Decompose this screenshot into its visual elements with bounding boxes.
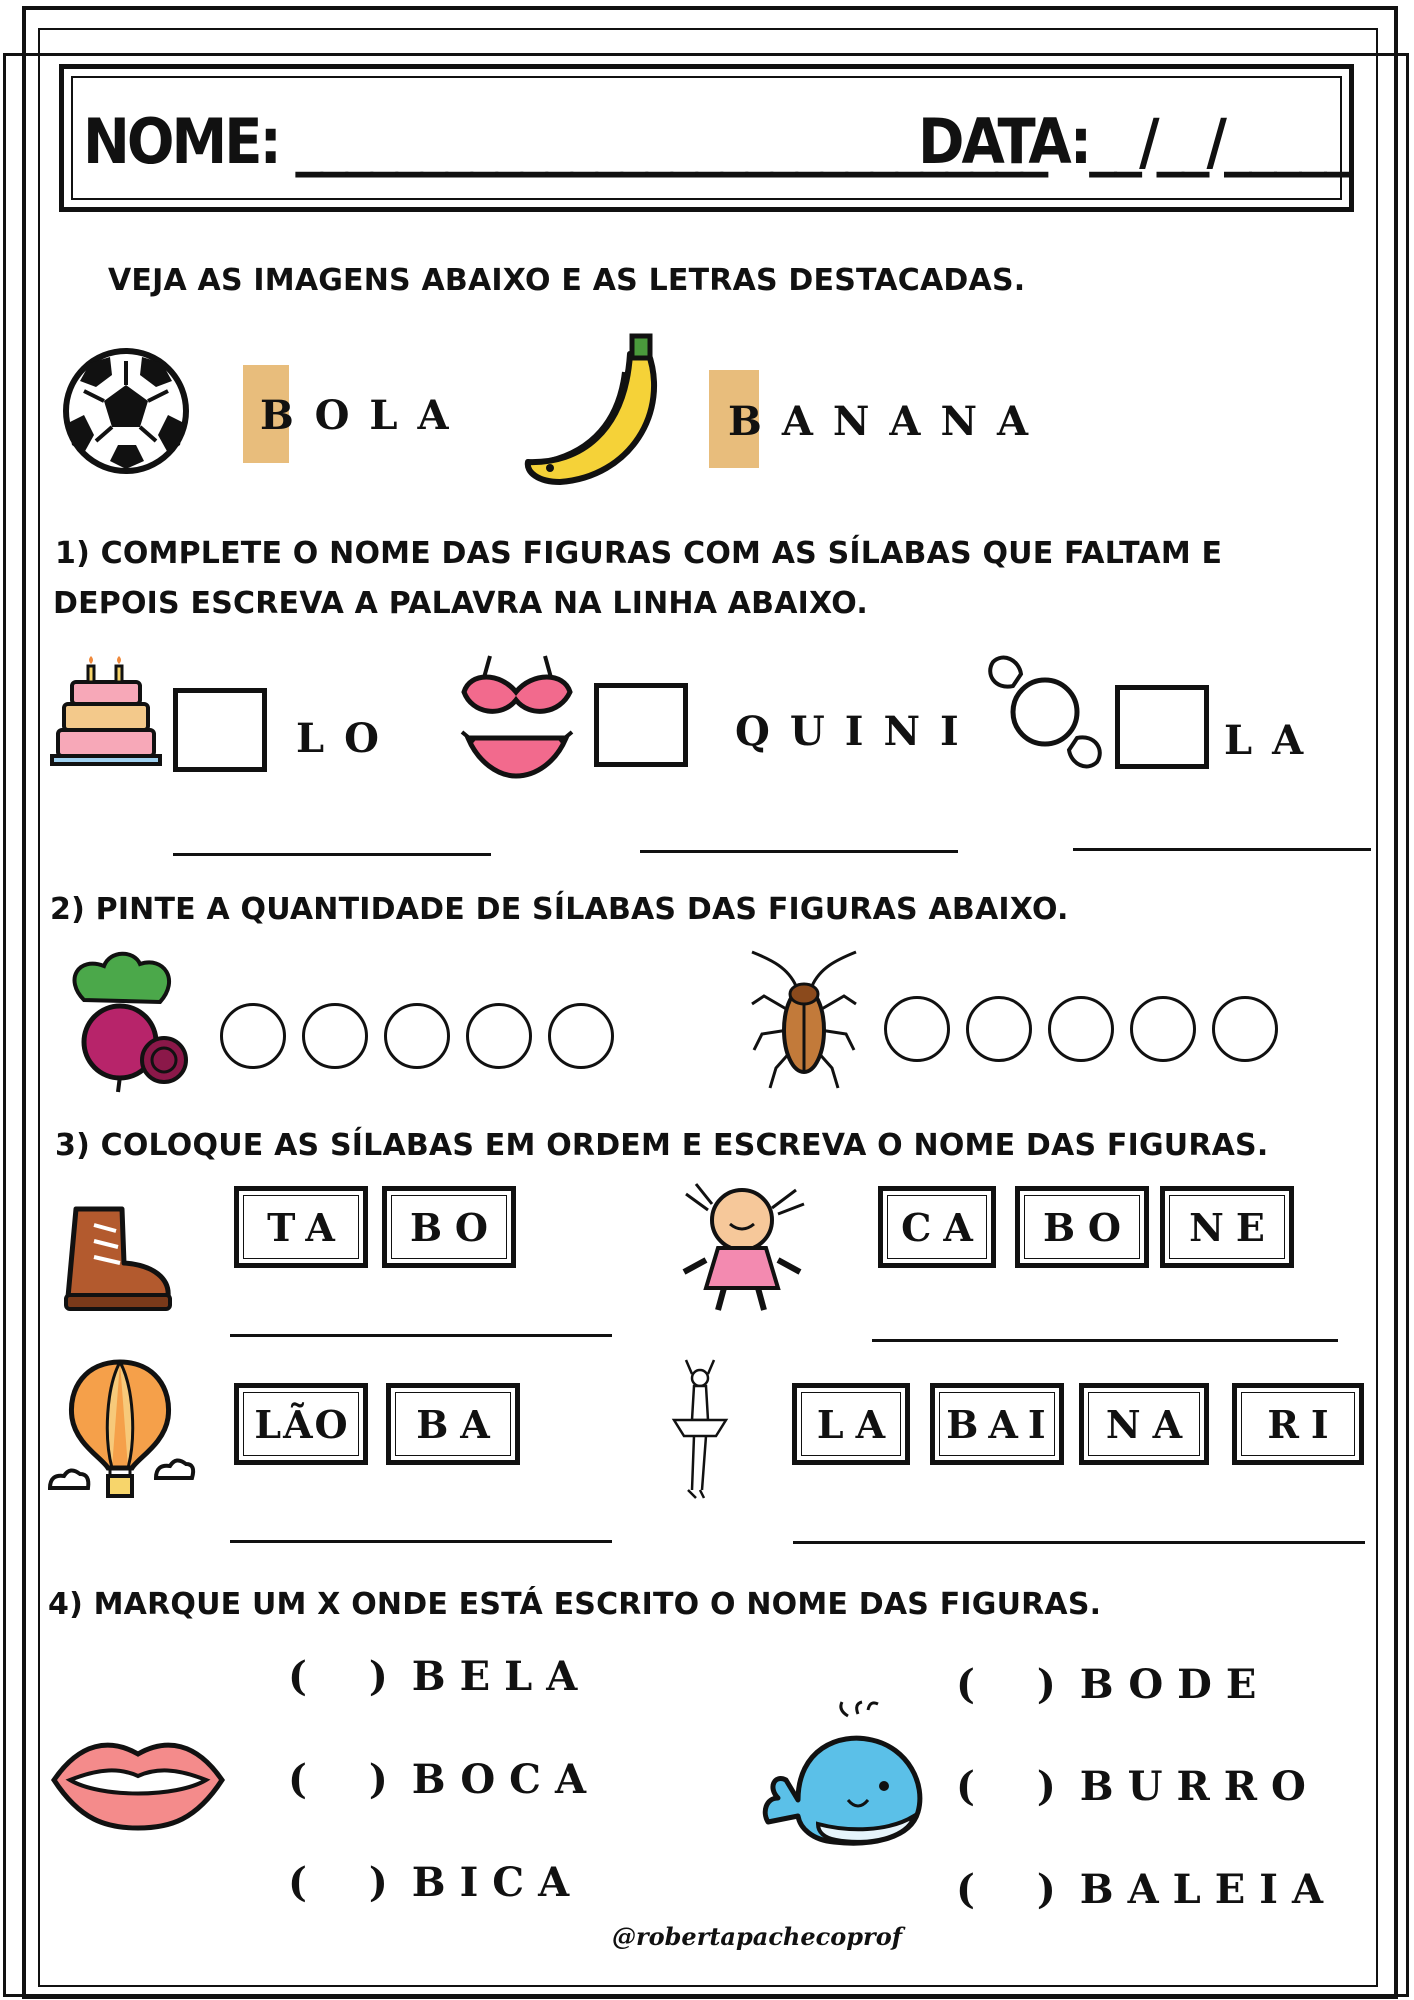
boot-icon (64, 1205, 174, 1315)
answer-line-boot[interactable] (230, 1334, 612, 1337)
beet-icon (64, 950, 194, 1095)
soccer-ball-icon (60, 345, 192, 477)
syllable-circle[interactable] (466, 1003, 532, 1069)
q3-instruction: 3) COLOQUE AS SÍLABAS EM ORDEM E ESCREVA O NOME DAS FIGURAS. (55, 1128, 1269, 1163)
syllable-tile: LA (792, 1383, 910, 1465)
answer-line-1[interactable] (173, 853, 491, 856)
syllable-circle[interactable] (548, 1003, 614, 1069)
syllable-tile: LÃO (234, 1383, 368, 1465)
syllable-circle[interactable] (966, 996, 1032, 1062)
option-bica[interactable]: ( )BICA (288, 1859, 584, 1906)
q2-instruction: 2) PINTE A QUANTIDADE DE SÍLABAS DAS FIGURAS ABAIXO. (50, 892, 1069, 927)
word-banana: BANANA (728, 398, 1049, 445)
syllable-tile: NE (1160, 1186, 1294, 1268)
syllable-tile: BO (1015, 1186, 1149, 1268)
suffix-1: LO (296, 715, 399, 762)
bikini-icon (460, 652, 575, 780)
banana-icon (520, 332, 670, 488)
syllable-box-1[interactable] (173, 688, 267, 772)
syllable-tile: CA (878, 1186, 996, 1268)
word-bola: BOLA (260, 392, 469, 439)
syllable-box-3[interactable] (1115, 685, 1209, 769)
ballerina-icon (670, 1356, 730, 1500)
syllable-tile: RI (1232, 1383, 1364, 1465)
syllable-box-2[interactable] (594, 683, 688, 767)
option-baleia[interactable]: ( )BALEIA (956, 1866, 1337, 1913)
doll-icon (678, 1180, 812, 1314)
syllable-circle[interactable] (384, 1003, 450, 1069)
option-bela[interactable]: ( )BELA (288, 1653, 592, 1700)
syllable-tile: BAI (930, 1383, 1064, 1465)
whale-icon (758, 1700, 930, 1850)
q4-instruction: 4) MARQUE UM X ONDE ESTÁ ESCRITO O NOME DAS FIGURAS. (48, 1587, 1102, 1622)
q1-instruction-line2: DEPOIS ESCREVA A PALAVRA NA LINHA ABAIXO. (53, 586, 868, 621)
option-bode[interactable]: ( )BODE (956, 1661, 1271, 1708)
answer-line-2[interactable] (640, 850, 958, 853)
lips-icon (50, 1734, 226, 1830)
syllable-circle[interactable] (884, 996, 950, 1062)
syllable-circle[interactable] (220, 1003, 286, 1069)
syllable-tile: TA (234, 1186, 368, 1268)
hot-air-balloon-icon (46, 1358, 194, 1502)
name-field[interactable]: NOME: ______________________________ (83, 106, 1046, 179)
q1-instruction-line1: 1) COMPLETE O NOME DAS FIGURAS COM AS SÍLABAS QUE FALTAM E (55, 536, 1223, 571)
cockroach-icon (748, 950, 860, 1090)
syllable-circle[interactable] (1048, 996, 1114, 1062)
suffix-2: QUINI (735, 708, 979, 755)
date-field[interactable]: DATA:__/__/_____ (918, 106, 1350, 179)
syllable-tile: BO (382, 1186, 516, 1268)
intro-instruction: VEJA AS IMAGENS ABAIXO E AS LETRAS DESTACADAS. (108, 263, 1026, 298)
author-credit: @robertapachecoprof (612, 1922, 903, 1951)
syllable-circle[interactable] (1130, 996, 1196, 1062)
candy-icon (985, 650, 1105, 774)
answer-line-doll[interactable] (872, 1339, 1338, 1342)
answer-line-ballerina[interactable] (793, 1541, 1365, 1544)
cake-icon (50, 656, 165, 771)
syllable-circle[interactable] (1212, 996, 1278, 1062)
suffix-3: LA (1224, 717, 1324, 764)
syllable-circle[interactable] (302, 1003, 368, 1069)
answer-line-balloon[interactable] (230, 1540, 612, 1543)
syllable-tile: NA (1079, 1383, 1209, 1465)
option-boca[interactable]: ( )BOCA (288, 1756, 601, 1803)
syllable-tile: BA (386, 1383, 520, 1465)
answer-line-3[interactable] (1073, 848, 1371, 851)
option-burro[interactable]: ( )BURRO (956, 1763, 1320, 1810)
